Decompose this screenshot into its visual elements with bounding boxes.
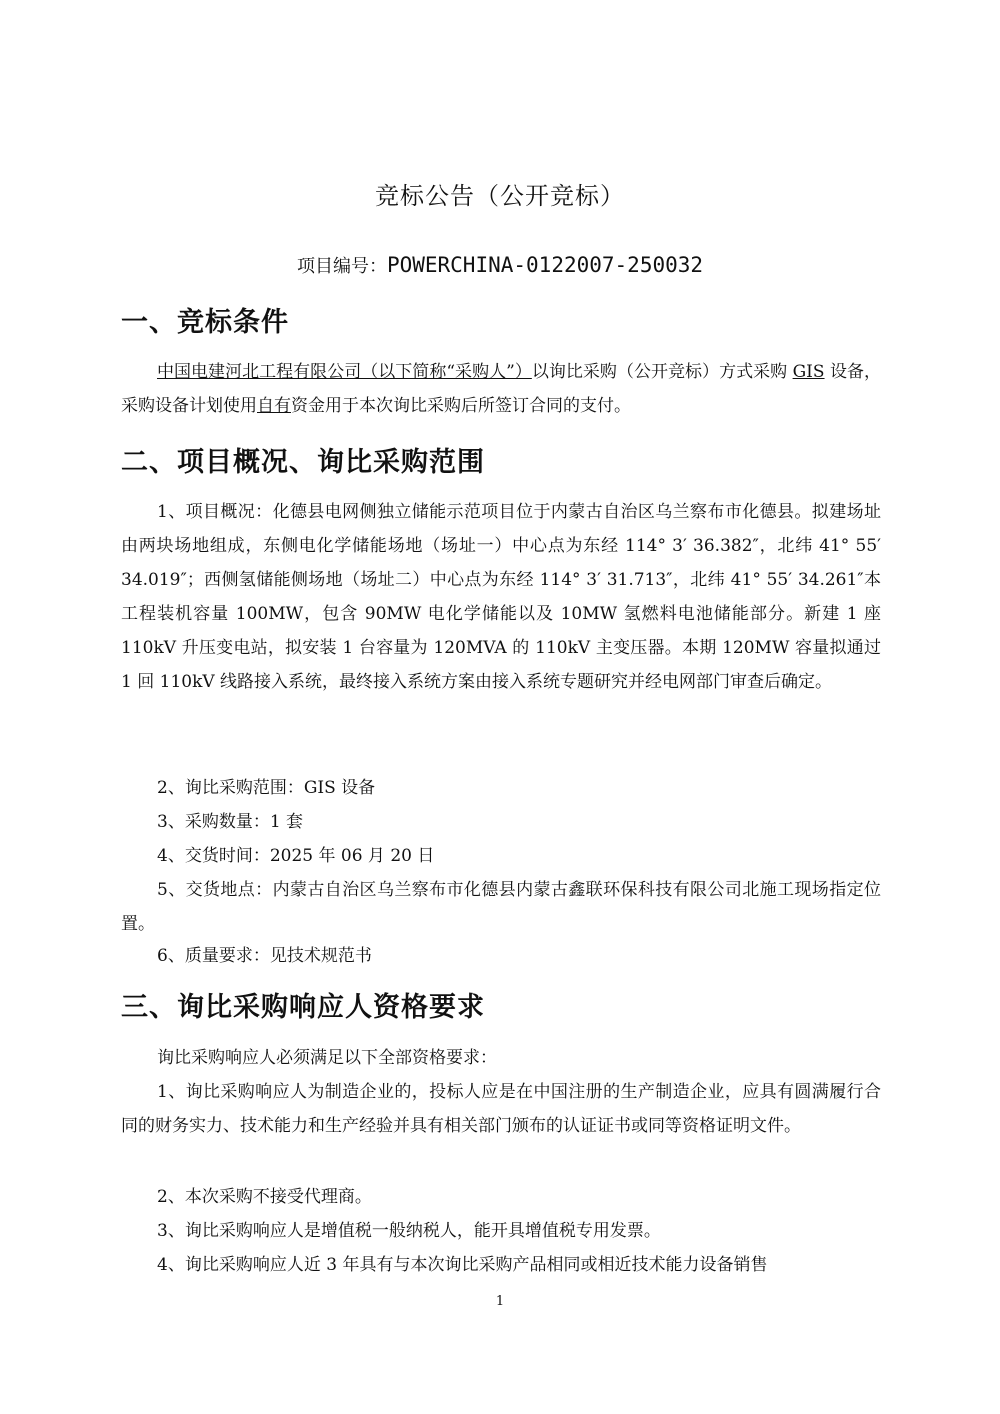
delivery-time: 4、交货时间：2025 年 06 月 20 日 xyxy=(157,846,435,866)
project-number-label: 项目编号： xyxy=(296,256,387,277)
qualification-req-2: 2、本次采购不接受代理商。 xyxy=(157,1187,372,1207)
delivery-place: 5、交货地点：内蒙古自治区乌兰察布市化德县内蒙古鑫联环保科技有限公司北施工现场指定位置。 xyxy=(121,880,881,934)
procurement-quantity: 3、采购数量：1 套 xyxy=(157,812,304,832)
project-overview: 1、项目概况：化德县电网侧独立储能示范项目位于内蒙古自治区乌兰察布市化德县。拟建场址由两块场地组成，东侧电化学储能场地（场址一）中心点为东经 114° 3′ 36.382″，北纬 41° 55′ 34.019″；西侧氢储能侧场地（场址二）中心点为东经 114° 3′ 31.713″，北纬 41° 55′ 34.261″本工程装机容量 100MW，包含 90MW 电化学储能以及 10MW 氢燃料电池储能部分。新建 1 座 110kV 升压变电站，拟安装 1 台容量为 120MVA 的 110kV 主变压器。本期 120MW 容量拟通过 1 回 110kV 线路接入系统，最终接入系统方案由接入系统专题研究并经电网部门审查后确定。 xyxy=(121,502,881,692)
funds-text: 自有 xyxy=(257,396,291,416)
qualification-req-4: 4、询比采购响应人近 3 年具有与本次询比采购产品相同或相近技术能力设备销售 xyxy=(157,1255,768,1275)
quality-requirement: 6、质量要求：见技术规范书 xyxy=(157,946,372,966)
purchaser-name: 中国电建河北工程有限公司（以下简称“采购人”） xyxy=(157,362,532,382)
section-1-heading: 一、竞标条件 xyxy=(121,307,289,338)
document-title: 竞标公告（公开竞标） xyxy=(375,182,625,210)
qualification-intro: 询比采购响应人必须满足以下全部资格要求： xyxy=(157,1048,497,1068)
project-number-value: POWERCHINA-0122007-250032 xyxy=(386,253,704,277)
gis-text: GIS xyxy=(792,362,825,382)
page-number: 1 xyxy=(495,1294,505,1309)
section-1-paragraph: 中国电建河北工程有限公司（以下简称“采购人”）以询比采购（公开竞标）方式采购 GIS 设备，采购设备计划使用自有资金用于本次询比采购后所签订合同的支付。 xyxy=(121,362,882,416)
qualification-req-3: 3、询比采购响应人是增值税一般纳税人，能开具增值税专用发票。 xyxy=(157,1221,661,1241)
section-2-heading: 二、项目概况、询比采购范围 xyxy=(121,447,485,478)
section-3-heading: 三、询比采购响应人资格要求 xyxy=(121,992,485,1023)
qualification-req-1: 1、询比采购响应人为制造企业的，投标人应是在中国注册的生产制造企业，应具有圆满履行合同的财务实力、技术能力和生产经验并具有相关部门颁布的认证证书或同等资格证明文件。 xyxy=(121,1082,881,1136)
project-number xyxy=(0,252,1000,278)
procurement-scope: 2、询比采购范围：GIS 设备 xyxy=(157,778,376,798)
